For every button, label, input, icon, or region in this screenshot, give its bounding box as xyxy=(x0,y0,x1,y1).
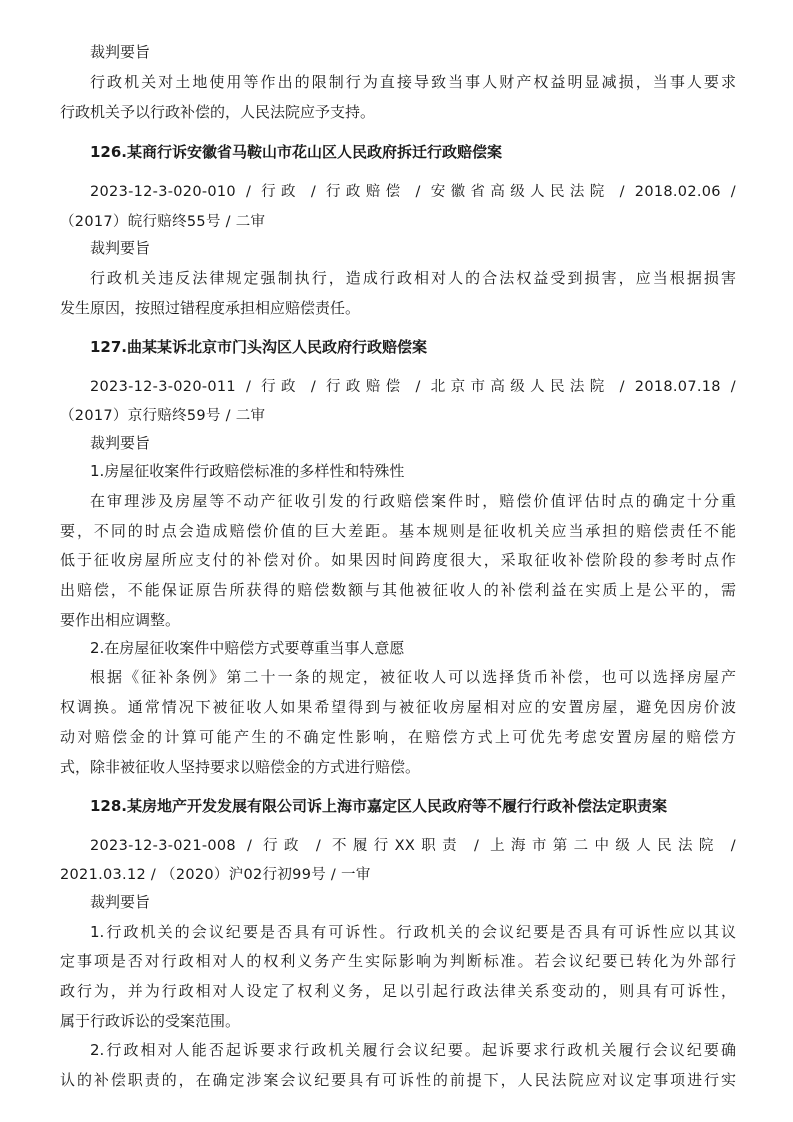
paragraph-line: 定事项是否对行政相对人的权利义务产生实际影响为判断标准。若会议纪要已转化为外部行 xyxy=(60,952,736,970)
paragraph-line: 出赔偿，不能保证原告所获得的赔偿数额与其他被征收人的补偿利益在实质上是公平的，需 xyxy=(60,581,736,599)
case-meta-128-cont: 2021.03.12 / （2020）沪02行初99号 / 一审 xyxy=(60,867,371,883)
case-title-126: 126.某商行诉安徽省马鞍山市花山区人民政府拆迁行政赔偿案 xyxy=(90,143,503,161)
paragraph-line: 属于行政诉讼的受案范围。 xyxy=(60,1012,241,1030)
section-heading-ruling-summary: 裁判要旨 xyxy=(90,43,151,61)
paragraph-line: 权调换。通常情况下被征收人如果希望得到与被征收房屋相对应的安置房屋，避免因房价波 xyxy=(60,698,736,716)
paragraph-line: 在审理涉及房屋等不动产征收引发的行政赔偿案件时，赔偿价值评估时点的确定十分重 xyxy=(90,492,736,510)
point-heading: 2.在房屋征收案件中赔偿方式要尊重当事人意愿 xyxy=(90,639,405,657)
paragraph-line: 根据《征补条例》第二十一条的规定，被征收人可以选择货币补偿，也可以选择房屋产 xyxy=(90,668,736,686)
paragraph-line: 动对赔偿金的计算可能产生的不确定性影响，在赔偿方式上可优先考虑安置房屋的赔偿方 xyxy=(60,728,736,746)
case-title-127: 127.曲某某诉北京市门头沟区人民政府行政赔偿案 xyxy=(90,338,428,356)
paragraph-line: 要作出相应调整。 xyxy=(60,611,181,629)
point-heading: 1.房屋征收案件行政赔偿标准的多样性和特殊性 xyxy=(90,462,405,480)
paragraph-line: 要，不同的时点会造成赔偿价值的巨大差距。基本规则是征收机关应当承担的赔偿责任不能 xyxy=(60,522,736,540)
case-meta-126: 2023-12-3-020-010 / 行政 / 行政赔偿 / 安徽省高级人民法院 / 2018.02.06 / xyxy=(90,184,736,200)
paragraph-line: 式，除非被征收人坚持要求以赔偿金的方式进行赔偿。 xyxy=(60,758,421,776)
case-meta-127: 2023-12-3-020-011 / 行政 / 行政赔偿 / 北京市高级人民法院 / 2018.07.18 / xyxy=(90,379,736,395)
paragraph-line: 1.行政机关的会议纪要是否具有可诉性。行政机关的会议纪要是否具有可诉性应以其议 xyxy=(90,923,736,941)
paragraph-line: 2.行政相对人能否起诉要求行政机关履行会议纪要。起诉要求行政机关履行会议纪要确 xyxy=(90,1041,736,1059)
case-meta-126-cont: （2017）皖行赔终55号 / 二审 xyxy=(60,214,266,230)
paragraph-line: 行政机关对土地使用等作出的限制行为直接导致当事人财产权益明显减损，当事人要求 xyxy=(90,73,736,91)
paragraph-line: 行政机关予以行政补偿的，人民法院应予支持。 xyxy=(60,103,376,121)
case-meta-127-cont: （2017）京行赔终59号 / 二审 xyxy=(60,408,266,424)
section-heading-ruling-summary: 裁判要旨 xyxy=(90,434,151,452)
section-heading-ruling-summary: 裁判要旨 xyxy=(90,893,151,911)
case-meta-128: 2023-12-3-021-008 / 行政 / 不履行XX职责 / 上海市第二中级人民法院 / xyxy=(90,838,736,854)
paragraph-line: 发生原因，按照过错程度承担相应赔偿责任。 xyxy=(60,299,361,317)
paragraph-line: 行政机关违反法律规定强制执行，造成行政相对人的合法权益受到损害，应当根据损害 xyxy=(90,269,736,287)
paragraph-line: 认的补偿职责的，在确定涉案会议纪要具有可诉性的前提下，人民法院应对议定事项进行实 xyxy=(60,1071,736,1089)
case-title-128: 128.某房地产开发发展有限公司诉上海市嘉定区人民政府等不履行行政补偿法定职责案 xyxy=(90,797,668,815)
paragraph-line: 政行为，并为行政相对人设定了权利义务，足以引起行政法律关系变动的，则具有可诉性， xyxy=(60,982,736,1000)
section-heading-ruling-summary: 裁判要旨 xyxy=(90,239,151,257)
paragraph-line: 低于征收房屋所应支付的补偿对价。如果因时间跨度很大，采取征收补偿阶段的参考时点作 xyxy=(60,551,736,569)
